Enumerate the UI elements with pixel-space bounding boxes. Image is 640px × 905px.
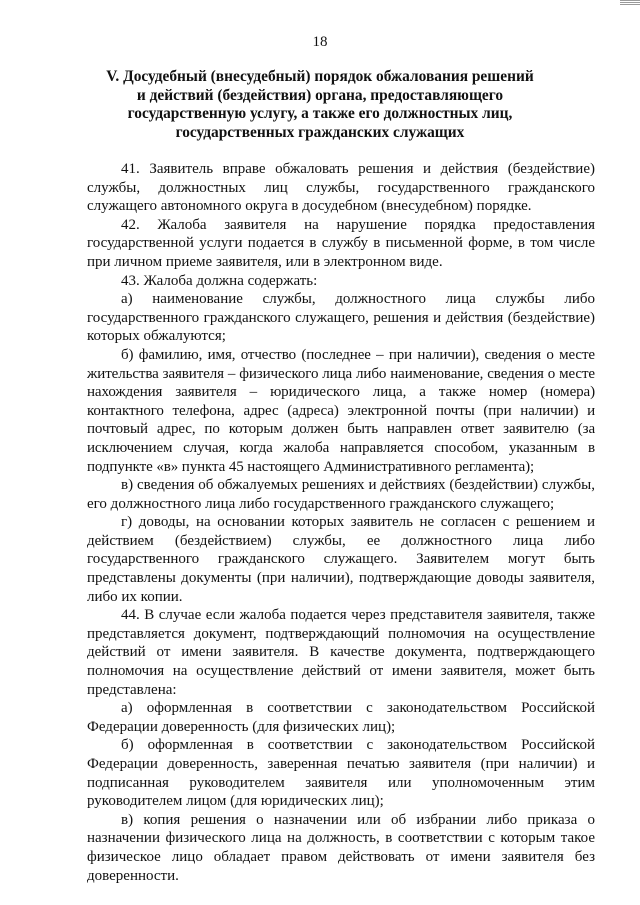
paragraph-42: 42. Жалоба заявителя на нарушение порядка предоставления государственной услуги подается в службу в письменной форме, в том числе при личном приеме заявителя, или в электронном виде. [87,216,595,270]
paragraph-44-b: б) оформленная в соответствии с законодательством Российской Федерации доверенность, заверенная печатью заявителя (при наличии) и подписанная руководителем заявителя или уполномоченным этим руководителем лицом (для юридических лиц); [87,737,595,810]
paragraph-43-g: г) доводы, на основании которых заявитель не согласен с решением и действием (бездействием) службы, ее должностного лица либо государственного гражданского служащего. Заявителем могут быть представлены документы (при наличии), подтверждающие доводы заявителя, либо их копии. [87,514,595,605]
heading-line: V. Досудебный (внесудебный) порядок обжалования решений [106,68,534,85]
heading-line: государственную услугу, а также его должностных лиц, [127,105,513,122]
paragraph-44: 44. В случае если жалоба подается через представителя заявителя, также представляется документ, подтверждающий полномочия на осуществление действий от имени заявителя. В качестве документа, подтверждающего полномочия на осуществление действий от имени заявителя, может быть представлена: [87,607,595,698]
paragraph-44-a: а) оформленная в соответствии с законодательством Российской Федерации доверенность (для физических лиц); [87,700,595,735]
paragraph-43-b: б) фамилию, имя, отчество (последнее – при наличии), сведения о месте жительства заявителя – физического лица либо наименование, сведения о месте нахождения заявителя – юридического лица, а также номер (номера) контактного телефона, адрес (адреса) электронной почты (при наличии) и почтовый адрес, по которым должен быть направлен ответ заявителю (за исключением случая, когда жалоба направляется способом, указанным в подпункте «в» пункта 45 настоящего Административного регламента); [87,346,595,475]
page-number: 18 [312,34,328,50]
paragraph-43: 43. Жалоба должна содержать: [121,272,318,289]
heading-line: и действий (бездействия) органа, предоставляющего [136,86,504,104]
paragraph-43-a: а) наименование службы, должностного лица службы либо государственного гражданского служащего, решения и действия (бездействие) которых обжалуются; [87,291,595,345]
heading-line: государственных гражданских служащих [175,123,465,141]
document-body [87,160,595,885]
section-heading [60,68,580,142]
paragraph-43-v: в) сведения об обжалуемых решениях и действиях (бездействии) службы, его должностного лица либо государственного гражданского служащего; [87,477,595,512]
paragraph-44-v: в) копия решения о назначении или об избрании либо приказа о назначении физического лица на должность, в соответствии с которым такое физическое лицо обладает правом действовать от имени заявителя без доверенности. [87,811,595,884]
paragraph-41: 41. Заявитель вправе обжаловать решения и действия (бездействие) службы, должностных лиц службы, государственного гражданского служащего автономного округа в досудебном (внесудебном) порядке. [87,161,595,215]
scan-edge-mark [620,0,640,8]
